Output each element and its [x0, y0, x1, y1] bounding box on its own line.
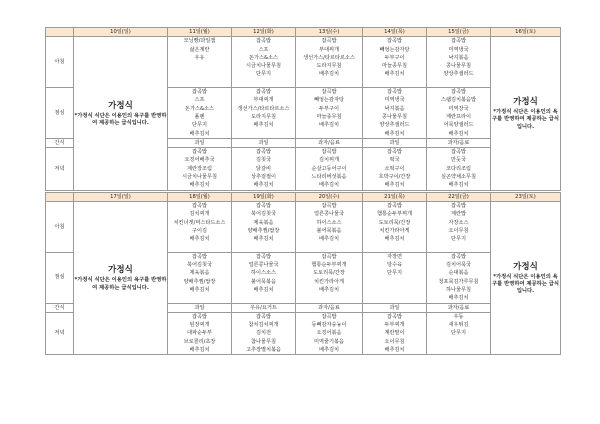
menu-item: 도라지무침	[250, 113, 277, 120]
meal-label-breakfast: 아침	[46, 37, 74, 88]
menu-item: 잡곡밥	[386, 149, 403, 156]
menu-item: 김치어묵국	[445, 262, 472, 269]
corner-cell	[46, 192, 74, 201]
menu-item: 하이스소스	[250, 270, 277, 277]
breakfast-menu-cell	[363, 37, 427, 88]
menu-item: 콩나물무침	[445, 63, 472, 70]
menu-item: 만둣국	[450, 157, 467, 164]
menu-item: 잡곡밥	[191, 253, 208, 260]
menu-item: 등뼈감자숭늉이	[311, 322, 347, 329]
menu-item: 잡곡밥	[450, 253, 467, 260]
menu-item: 미역줄기볶음	[313, 338, 345, 345]
menu-item	[427, 346, 490, 354]
menu-item: 잡곡밥	[191, 202, 208, 209]
breakfast-menu-cell	[296, 201, 363, 252]
snack-cell: 과자/음료	[427, 138, 491, 147]
menu-item: 단무지	[450, 330, 467, 337]
menu-item	[168, 294, 231, 302]
menu-item: 양상추샐러드	[379, 122, 410, 129]
menu-item: 오이무침	[384, 338, 405, 345]
menu-item	[296, 79, 362, 87]
corner-cell	[46, 28, 74, 37]
menu-item: 양상추샐러드	[443, 71, 474, 78]
meal-label-dinner: 저녁	[46, 312, 74, 354]
menu-item: 새우튀김	[448, 322, 469, 329]
lunch-menu-cell	[168, 88, 232, 139]
menu-item: 하이스소스	[316, 219, 342, 226]
date-header: 23일(토)	[491, 192, 561, 201]
menu-item	[232, 243, 295, 251]
date-header: 21일(목)	[363, 192, 427, 201]
menu-item: 낙지볶음	[384, 105, 405, 112]
menu-item: 배추김치	[318, 286, 340, 293]
menu-item: 순살고등어구이	[311, 165, 347, 172]
menu-item: 치킨가라아게	[313, 278, 345, 285]
menu-item: 콩나물무침	[381, 113, 408, 120]
date-header: 19일(화)	[232, 192, 296, 201]
lunch-menu-cell	[296, 88, 363, 139]
menu-item: 생선가스/타르타르소스	[303, 54, 355, 61]
menu-item: 빼엉는감자탕	[379, 46, 410, 53]
menu-item	[168, 243, 231, 251]
menu-item: 하나물무침	[445, 286, 472, 293]
menu-item: 잡곡밥	[255, 89, 272, 96]
menu-item	[363, 286, 426, 294]
date-header: 13일(수)	[296, 28, 363, 37]
dinner-menu-cell	[296, 312, 363, 354]
menu-item: 배추김치	[189, 130, 210, 137]
date-header-row	[46, 28, 561, 37]
special-diet-note: *가정식 식단은 이용인의 욕구를 반영하여 제공하는 급식입니다.	[492, 273, 559, 295]
menu-item: 계란프라이	[445, 113, 472, 120]
menu-item: 김치찌개	[189, 211, 210, 218]
snack-cell: 과일	[168, 138, 232, 147]
lunch-menu-cell	[427, 88, 491, 139]
dinner-menu-cell	[296, 148, 363, 190]
menu-item	[363, 79, 426, 87]
menu-item: 배추김치	[189, 182, 210, 189]
breakfast-menu-cell	[427, 37, 491, 88]
menu-item: 배추김치	[448, 295, 469, 302]
date-header: 18일(월)	[168, 192, 232, 201]
menu-item: 배추김치	[253, 122, 274, 129]
lunch-menu-cell	[363, 88, 427, 139]
dinner-menu-cell	[168, 312, 232, 354]
meal-row-breakfast	[46, 201, 561, 252]
menu-item: 참치김치찌개	[248, 322, 279, 329]
menu-item: 생선가스/타르타르소스	[237, 105, 290, 112]
menu-item: 계란밥	[450, 211, 467, 218]
menu-item: 배추김치	[189, 346, 210, 353]
menu-item	[296, 130, 362, 138]
menu-item: 단무지	[450, 236, 467, 243]
menu-item: 잡곡밥	[321, 89, 337, 96]
menu-item: 도토리묵/간장	[378, 219, 411, 226]
menu-item: 자장소스	[448, 219, 469, 226]
menu-item: 배추김치	[318, 182, 340, 189]
menu-item: 배추김치	[318, 236, 340, 243]
menu-item: 코다리조림	[445, 165, 472, 172]
menu-item: 순대볶음	[448, 270, 469, 277]
menu-item: 잡곡밥	[191, 149, 208, 156]
menu-item: 미역냉국	[448, 46, 469, 53]
menu-item: 배추김치	[189, 236, 210, 243]
lunch-menu-cell	[232, 252, 296, 303]
menu-item: 잡곡밥	[386, 202, 403, 209]
menu-item: 얼른콩나물국	[248, 262, 279, 269]
menu-item: 호박구이/간장	[378, 174, 411, 181]
special-diet-title: 가정식	[108, 100, 133, 111]
menu-item: 배추김치	[253, 286, 274, 293]
menu-item: 도토리묵/간장	[313, 270, 345, 277]
breakfast-menu-cell	[232, 37, 296, 88]
menu-item: 오이무침	[448, 227, 469, 234]
menu-item: 돈가스&소스	[248, 54, 279, 61]
snack-cell: 과일	[232, 138, 296, 147]
meal-table-container	[45, 27, 560, 355]
menu-item: 배추김치	[384, 346, 405, 353]
special-diet-note: *가정식 식단은 이용인의 욕구를 반영하여 제공하는 급식입니다.	[74, 277, 167, 291]
breakfast-menu-cell	[168, 37, 232, 88]
menu-item: 잡곡밥	[255, 202, 272, 209]
menu-item: 잡곡밥	[386, 89, 403, 96]
menu-item: 삶은계란	[189, 46, 210, 53]
menu-item: 참나물무침	[250, 338, 277, 345]
menu-item: 잡곡밥	[255, 313, 272, 320]
menu-item: 배추김치	[189, 286, 210, 293]
menu-item: 잡곡밥	[386, 313, 403, 320]
menu-item: 잡곡밥	[321, 38, 337, 45]
breakfast-menu-cell	[427, 201, 491, 252]
menu-item	[168, 70, 231, 78]
lunch-menu-cell	[296, 252, 363, 303]
snack-cell: 과자/음료	[296, 303, 363, 312]
snack-cell: 과자/음료	[427, 303, 491, 312]
menu-item: 우동	[453, 313, 464, 320]
menu-item: 두부찌개	[384, 322, 405, 329]
menu-item: 양배추찜/쌈장	[183, 278, 216, 285]
menu-item	[168, 79, 231, 87]
special-diet-title: 가정식	[513, 96, 538, 107]
menu-item: 청포묵김가루무침	[438, 278, 479, 285]
menu-item: 단무지	[191, 122, 208, 129]
menu-item	[427, 338, 490, 346]
menu-item: 잡곡밥	[386, 38, 403, 45]
menu-item: 잡곡밥	[255, 38, 272, 45]
menu-item: 잡곡밥	[321, 149, 337, 156]
lunch-menu-cell	[427, 252, 491, 303]
date-header: 11일(월)	[168, 28, 232, 37]
weekly-meal-table	[45, 27, 561, 355]
menu-item: 북어김칫국	[250, 211, 277, 218]
dinner-menu-cell	[232, 312, 296, 354]
menu-item: 마늘종무침	[381, 63, 408, 70]
snack-cell: 과일	[363, 303, 427, 312]
menu-item: 느타리버섯볶음	[311, 174, 347, 181]
snack-cell: 과일	[363, 138, 427, 147]
menu-item: 배추김치	[318, 122, 340, 129]
menu-item: 떡국	[389, 157, 400, 164]
menu-item: 잡곡밥	[255, 149, 272, 156]
dinner-menu-cell	[427, 312, 491, 354]
snack-cell: 우유/요거트	[232, 303, 296, 312]
lunch-menu-cell	[232, 88, 296, 139]
menu-item: 김치찌개	[318, 157, 340, 164]
menu-item: 미역장국	[448, 105, 469, 112]
menu-item: 자장면	[386, 253, 403, 260]
menu-item: 단무지	[255, 71, 272, 78]
date-header: 20일(수)	[296, 192, 363, 201]
menu-item: 부대찌개	[253, 97, 274, 104]
date-header: 15일(금)	[427, 28, 491, 37]
breakfast-menu-cell	[168, 201, 232, 252]
menu-item: 닭갈비	[255, 165, 272, 172]
lunch-menu-cell	[363, 252, 427, 303]
menu-item: 마늘종무침	[316, 113, 342, 120]
menu-item: 낙지볶음	[448, 54, 469, 61]
menu-item: 부대찌개	[318, 46, 340, 53]
snack-cell: 과일	[168, 303, 232, 312]
special-diet-note: *가정식 식단은 이용인의 욕구를 반영하여 제공하는 급식입니다.	[74, 112, 167, 126]
menu-item: 배추김치	[253, 182, 274, 189]
breakfast-menu-cell	[232, 201, 296, 252]
menu-item: 스프	[258, 46, 269, 53]
special-diet-title: 가정식	[513, 261, 538, 272]
menu-item: 구이김	[191, 227, 208, 234]
menu-item: 잡곡밥	[191, 313, 208, 320]
dinner-menu-cell	[168, 148, 232, 190]
menu-item: 햄통순두부찌개	[311, 262, 347, 269]
menu-item	[168, 62, 231, 70]
menu-item: 치킨가라아게	[379, 227, 410, 234]
special-diet-cell	[74, 37, 168, 190]
menu-item: 배추김치	[448, 182, 469, 189]
menu-item: 김치전	[255, 330, 272, 337]
menu-item: 상추겉절이	[250, 174, 277, 181]
menu-item: 잡곡밥	[450, 89, 467, 96]
date-header: 22일(금)	[427, 192, 491, 201]
special-diet-cell	[491, 37, 561, 190]
meal-label-lunch: 점심	[46, 252, 74, 303]
dinner-menu-cell	[232, 148, 296, 190]
menu-item: 탕수육	[386, 262, 403, 269]
dinner-menu-cell	[427, 148, 491, 190]
menu-item: 배추김치	[318, 346, 340, 353]
menu-item	[296, 243, 362, 251]
menu-item: 도라지무침	[316, 63, 342, 70]
menu-item: 계란장조림	[186, 165, 213, 172]
meal-label-snack: 간식	[46, 303, 74, 312]
menu-item: 돈가스&소스	[184, 105, 215, 112]
date-header: 14일(목)	[363, 28, 427, 37]
meal-label-lunch: 점심	[46, 88, 74, 139]
menu-item	[363, 243, 426, 251]
menu-item: 고추장멸치볶음	[245, 346, 282, 353]
menu-item: 된장찌개	[189, 322, 210, 329]
menu-item: 스프	[194, 97, 205, 104]
menu-item: 잡곡밥	[191, 89, 208, 96]
menu-item: 대파순두부	[186, 330, 213, 337]
menu-item: 잡곡밥	[255, 253, 272, 260]
menu-item	[363, 278, 426, 286]
menu-item: 배추김치	[384, 71, 405, 78]
menu-item: 잡곡밥	[321, 313, 337, 320]
breakfast-menu-cell	[296, 37, 363, 88]
menu-item: 제육볶음	[253, 219, 274, 226]
date-header: 16일(토)	[491, 28, 561, 37]
menu-item: 배추김치	[384, 236, 405, 243]
menu-item: 시금치나물무침	[181, 174, 218, 181]
menu-item: 불어묵볶음	[250, 278, 277, 285]
menu-item	[296, 294, 362, 302]
special-diet-cell	[491, 201, 561, 354]
menu-item	[232, 294, 295, 302]
dinner-menu-cell	[363, 312, 427, 354]
menu-item: 김칫국	[255, 157, 272, 164]
menu-item: 오징어배추국	[184, 157, 215, 164]
dinner-menu-cell	[363, 148, 427, 190]
menu-item: 두부구이	[318, 105, 340, 112]
meal-label-dinner: 저녁	[46, 148, 74, 190]
menu-item: 어묵양샐러드	[443, 122, 474, 129]
menu-item: 폴렌	[194, 113, 205, 120]
menu-item	[232, 130, 295, 138]
menu-item: 배추김치	[384, 130, 405, 137]
menu-item: 북어김칫국	[186, 262, 213, 269]
menu-item	[427, 79, 490, 87]
special-diet-title: 가정식	[108, 265, 133, 276]
menu-item: 소떡구이	[384, 165, 405, 172]
menu-item	[427, 243, 490, 251]
menu-item: 단무지	[386, 270, 403, 277]
menu-item: 우유	[194, 54, 205, 61]
menu-item: 배추김치	[448, 130, 469, 137]
menu-item: 시금치나물무침	[245, 63, 282, 70]
menu-item: 두부구이	[384, 54, 405, 61]
date-header-row	[46, 192, 561, 201]
meal-label-breakfast: 아침	[46, 201, 74, 252]
menu-item: 실곤약채소무침	[440, 174, 477, 181]
special-diet-cell	[74, 201, 168, 354]
menu-item: 배추김치	[318, 71, 340, 78]
menu-item: 배추김치	[253, 236, 274, 243]
menu-item: 햄통순두부찌개	[376, 211, 413, 218]
menu-item	[232, 79, 295, 87]
menu-item: 모닝빵/과일잼	[183, 38, 216, 45]
menu-item: 잡곡밥	[450, 149, 467, 156]
lunch-menu-cell	[168, 252, 232, 303]
menu-item: 잡곡밥	[321, 253, 337, 260]
menu-item: 불어묵볶음	[316, 227, 342, 234]
menu-item: 계란말이	[384, 330, 405, 337]
menu-item: 얼른콩나물국	[313, 211, 345, 218]
menu-item: 치킨너겟/머스타드소스	[173, 219, 226, 226]
menu-item: 미역냉국	[384, 97, 405, 104]
date-header: 12일(화)	[232, 28, 296, 37]
menu-item: 잡곡밥	[450, 202, 467, 209]
menu-item: 브로콜리/초장	[183, 338, 216, 345]
menu-item: 스팸김치볶음밥	[440, 97, 477, 104]
menu-item: 잡곡밥	[450, 38, 467, 45]
menu-item: 배추김치	[384, 182, 405, 189]
special-diet-note: *가정식 식단은 이용인의 욕구를 반영하여 제공하는 급식입니다.	[492, 108, 559, 130]
menu-item: 양배추찜/쌈장	[247, 227, 280, 234]
menu-item: 오징어볶음	[316, 330, 342, 337]
snack-cell: 과자/음료	[296, 138, 363, 147]
menu-item	[363, 294, 426, 302]
menu-item: 잡곡밥	[321, 202, 337, 209]
meal-row-breakfast	[46, 37, 561, 88]
menu-item: 제육볶음	[189, 270, 210, 277]
date-header: 17일(일)	[74, 192, 168, 201]
date-header: 10일(일)	[74, 28, 168, 37]
menu-item: 빼엉는감자탕	[313, 97, 345, 104]
breakfast-menu-cell	[363, 201, 427, 252]
meal-label-snack: 간식	[46, 138, 74, 147]
